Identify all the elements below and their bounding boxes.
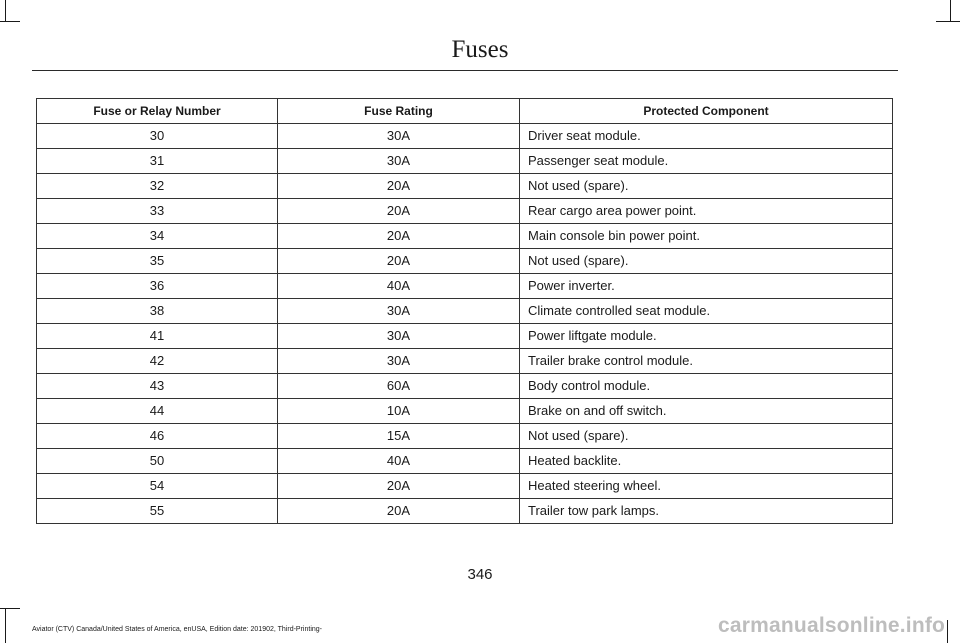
fuse-rating-cell: 20A <box>278 474 520 499</box>
protected-component-cell: Rear cargo area power point. <box>520 199 893 224</box>
fuse-rating-cell: 20A <box>278 499 520 524</box>
fuse-number-cell: 55 <box>37 499 278 524</box>
table-row <box>37 424 893 449</box>
protected-component-cell: Heated backlite. <box>520 449 893 474</box>
crop-mark-top-left <box>5 0 6 22</box>
fuse-rating-cell: 15A <box>278 424 520 449</box>
edition-footer: Aviator (CTV) Canada/United States of America, enUSA, Edition date: 201902, Third-Printing- <box>32 626 323 633</box>
crop-mark-bottom-right <box>947 620 948 643</box>
fuse-number-cell: 41 <box>37 324 278 349</box>
protected-component-cell: Power liftgate module. <box>520 324 893 349</box>
page-title: Fuses <box>451 36 509 63</box>
table-row <box>37 449 893 474</box>
protected-component-cell: Driver seat module. <box>520 124 893 149</box>
fuse-number-cell: 50 <box>37 449 278 474</box>
protected-component-cell: Power inverter. <box>520 274 893 299</box>
table-header-row <box>37 99 893 124</box>
fuse-rating-cell: 30A <box>278 124 520 149</box>
fuse-number-cell: 43 <box>37 374 278 399</box>
fuse-rating-cell: 40A <box>278 449 520 474</box>
table-row <box>37 299 893 324</box>
protected-component-cell: Trailer tow park lamps. <box>520 499 893 524</box>
crop-mark-bottom-left <box>0 608 20 609</box>
column-header-fuse-number: Fuse or Relay Number <box>37 99 278 124</box>
crop-mark-top-right <box>936 21 960 22</box>
fuse-rating-cell: 30A <box>278 349 520 374</box>
page-number: 346 <box>467 566 493 583</box>
fuse-rating-cell: 20A <box>278 174 520 199</box>
table-row <box>37 349 893 374</box>
fuse-number-cell: 31 <box>37 149 278 174</box>
table-body <box>37 124 893 524</box>
table-row <box>37 149 893 174</box>
crop-mark-bottom-left <box>5 608 6 643</box>
fuse-rating-cell: 30A <box>278 324 520 349</box>
title-divider <box>32 70 898 71</box>
table-row <box>37 374 893 399</box>
fuse-rating-cell: 30A <box>278 149 520 174</box>
fuse-number-cell: 38 <box>37 299 278 324</box>
protected-component-cell: Brake on and off switch. <box>520 399 893 424</box>
crop-mark-top-right <box>950 0 951 22</box>
fuse-number-cell: 36 <box>37 274 278 299</box>
table-row <box>37 124 893 149</box>
fuse-number-cell: 30 <box>37 124 278 149</box>
site-watermark: carmanualsonline.info <box>718 614 946 637</box>
crop-mark-top-left <box>0 21 20 22</box>
table-row <box>37 224 893 249</box>
fuse-rating-cell: 20A <box>278 224 520 249</box>
protected-component-cell: Main console bin power point. <box>520 224 893 249</box>
fuse-rating-cell: 20A <box>278 249 520 274</box>
fuse-rating-cell: 60A <box>278 374 520 399</box>
table-row <box>37 499 893 524</box>
fuse-number-cell: 54 <box>37 474 278 499</box>
fuse-table <box>36 98 893 524</box>
protected-component-cell: Not used (spare). <box>520 174 893 199</box>
fuse-number-cell: 32 <box>37 174 278 199</box>
fuse-number-cell: 35 <box>37 249 278 274</box>
protected-component-cell: Not used (spare). <box>520 249 893 274</box>
protected-component-cell: Passenger seat module. <box>520 149 893 174</box>
table-row <box>37 274 893 299</box>
fuse-rating-cell: 40A <box>278 274 520 299</box>
table-row <box>37 174 893 199</box>
fuse-number-cell: 42 <box>37 349 278 374</box>
protected-component-cell: Climate controlled seat module. <box>520 299 893 324</box>
fuse-number-cell: 34 <box>37 224 278 249</box>
protected-component-cell: Body control module. <box>520 374 893 399</box>
table-row <box>37 249 893 274</box>
protected-component-cell: Not used (spare). <box>520 424 893 449</box>
table-row <box>37 399 893 424</box>
fuse-rating-cell: 30A <box>278 299 520 324</box>
fuse-number-cell: 33 <box>37 199 278 224</box>
column-header-fuse-rating: Fuse Rating <box>278 99 520 124</box>
table-row <box>37 474 893 499</box>
column-header-protected-component: Protected Component <box>520 99 893 124</box>
protected-component-cell: Trailer brake control module. <box>520 349 893 374</box>
table-row <box>37 199 893 224</box>
protected-component-cell: Heated steering wheel. <box>520 474 893 499</box>
fuse-number-cell: 44 <box>37 399 278 424</box>
fuse-rating-cell: 10A <box>278 399 520 424</box>
fuse-rating-cell: 20A <box>278 199 520 224</box>
table-row <box>37 324 893 349</box>
fuse-number-cell: 46 <box>37 424 278 449</box>
